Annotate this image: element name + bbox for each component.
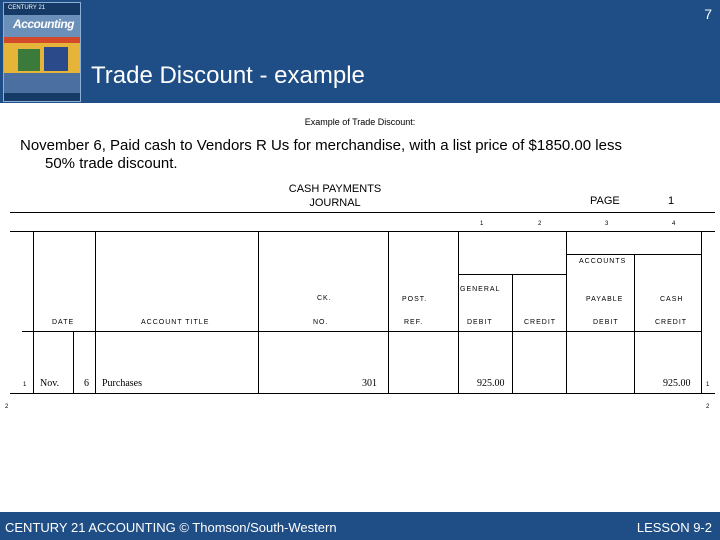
slide-number: 7 bbox=[704, 6, 712, 22]
header-ck: CK. bbox=[317, 295, 332, 302]
problem-line-1: November 6, Paid cash to Vendors R Us for merchandise, with a list price of $1850.00 less bbox=[20, 137, 622, 154]
example-subtitle: Example of Trade Discount: bbox=[304, 117, 416, 127]
cover-brand: CENTURY 21 bbox=[8, 5, 46, 11]
row-1-account-title: Purchases bbox=[102, 378, 142, 389]
row-2-line-number-right: 2 bbox=[706, 404, 710, 410]
row-1-day: 6 bbox=[84, 378, 89, 389]
problem-line-2: 50% trade discount. bbox=[45, 155, 178, 172]
column-number-3: 3 bbox=[605, 221, 609, 227]
row-1-line-number: 1 bbox=[23, 382, 27, 388]
header-account-title: ACCOUNT TITLE bbox=[141, 319, 210, 326]
header-accounts: ACCOUNTS bbox=[579, 258, 627, 265]
journal-title-line-1: CASH PAYMENTS bbox=[288, 183, 382, 195]
header-cash: CASH bbox=[660, 296, 684, 303]
row-1-check-number: 301 bbox=[362, 378, 377, 389]
row-1-cash-credit: 925.00 bbox=[663, 378, 691, 389]
header-payable: PAYABLE bbox=[586, 296, 624, 303]
journal-title-line-2: JOURNAL bbox=[309, 197, 361, 209]
header-general-debit: DEBIT bbox=[467, 319, 493, 326]
header-no: NO. bbox=[313, 319, 329, 326]
header-post: POST. bbox=[402, 296, 428, 303]
header-ref: REF. bbox=[404, 319, 424, 326]
column-number-1: 1 bbox=[480, 221, 484, 227]
footer-lesson: LESSON 9-2 bbox=[636, 520, 712, 535]
row-1-month: Nov. bbox=[40, 378, 60, 389]
journal-title bbox=[255, 182, 415, 210]
header-ap-debit: DEBIT bbox=[593, 319, 619, 326]
header-cash-credit: CREDIT bbox=[655, 319, 688, 326]
column-number-4: 4 bbox=[672, 221, 676, 227]
footer-bar bbox=[0, 512, 720, 540]
column-number-2: 2 bbox=[538, 221, 542, 227]
problem-statement bbox=[20, 137, 710, 173]
footer-copyright: CENTURY 21 ACCOUNTING © Thomson/South-Western bbox=[5, 520, 337, 535]
slide-title: Trade Discount - example bbox=[91, 62, 365, 89]
header-banner bbox=[0, 0, 720, 103]
header-general: GENERAL bbox=[460, 286, 501, 293]
page-label: PAGE bbox=[590, 195, 620, 207]
row-2-line-number: 2 bbox=[5, 404, 9, 410]
header-date: DATE bbox=[52, 319, 75, 326]
cover-title: Accounting bbox=[13, 17, 74, 31]
textbook-cover-image bbox=[3, 2, 81, 102]
header-general-credit: CREDIT bbox=[524, 319, 557, 326]
page-number: 1 bbox=[668, 195, 675, 207]
row-1-line-number-right: 1 bbox=[706, 382, 710, 388]
row-1-general-debit: 925.00 bbox=[477, 378, 505, 389]
